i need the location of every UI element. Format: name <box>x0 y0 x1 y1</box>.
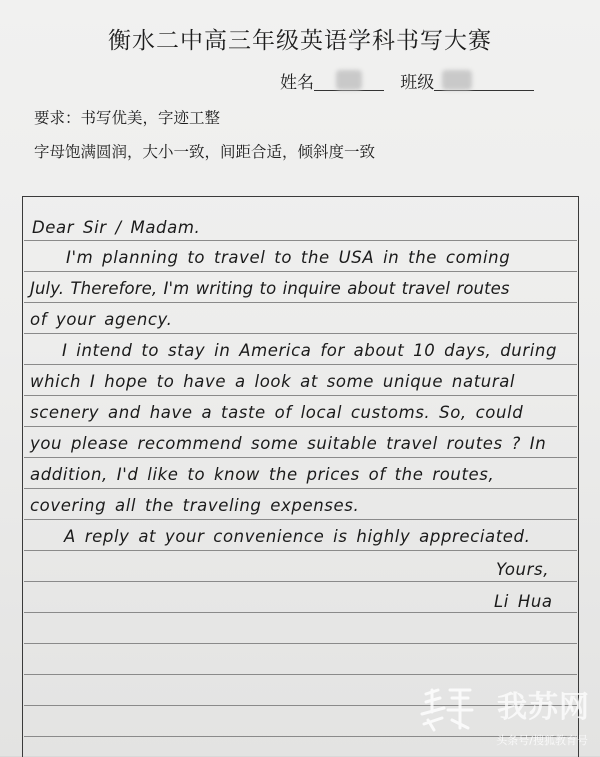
ruled-line <box>24 550 577 551</box>
watermark-logo-icon <box>418 684 476 734</box>
name-blank <box>314 74 384 91</box>
watermark-brand: 我苏网 <box>497 690 590 725</box>
ruled-line <box>24 612 577 613</box>
letter-line: A reply at your convenience is highly appreciated. <box>64 527 531 546</box>
ruled-line <box>24 643 577 644</box>
letter-line: covering all the traveling expenses. <box>30 496 360 515</box>
class-blank <box>434 74 534 91</box>
letter-closing: Yours, <box>496 560 550 579</box>
letter-line: I intend to stay in America for about 10 days, during <box>62 341 558 360</box>
ruled-line <box>24 736 577 737</box>
letter-signature: Li Hua <box>494 592 553 611</box>
ruled-line <box>24 364 577 365</box>
ruled-line <box>24 395 577 396</box>
letter-line: addition, I'd like to know the prices of the routes, <box>30 465 495 484</box>
ruled-line <box>24 457 577 458</box>
page-title: 衡水二中高三年级英语学科书写大赛 <box>108 28 492 54</box>
letter-line: I'm planning to travel to the USA in the coming <box>66 248 511 267</box>
name-class-row <box>280 68 534 93</box>
requirement-line-2: 字母饱满圆润，大小一致，间距合适，倾斜度一致 <box>34 143 376 161</box>
redacted-name <box>336 70 362 90</box>
ruled-line <box>24 240 577 241</box>
ruled-line <box>24 581 577 582</box>
letter-line: scenery and have a taste of local customs. So, could <box>30 403 524 422</box>
letter-line: of your agency. <box>30 310 173 329</box>
ruled-line <box>24 333 577 334</box>
letter-line: July. Therefore, I'm writing to inquire about travel routes <box>30 279 510 298</box>
ruled-line <box>24 705 577 706</box>
ruled-line <box>24 674 577 675</box>
ruled-line <box>24 426 577 427</box>
ruled-line <box>24 302 577 303</box>
letter-salutation: Dear Sir / Madam. <box>32 218 201 237</box>
requirement-line-1: 要求：书写优美，字迹工整 <box>34 109 221 127</box>
class-label: 班级 <box>400 73 435 93</box>
redacted-class <box>442 70 472 90</box>
letter-line: which I hope to have a look at some unique natural <box>30 372 516 391</box>
ruled-line <box>24 519 577 520</box>
ruled-line <box>24 271 577 272</box>
ruled-line <box>24 488 577 489</box>
letter-line: you please recommend some suitable travel routes ? In <box>30 434 547 453</box>
name-label: 姓名 <box>280 73 314 93</box>
watermark-sub: 头条号/搜狐教育号 <box>496 734 588 747</box>
